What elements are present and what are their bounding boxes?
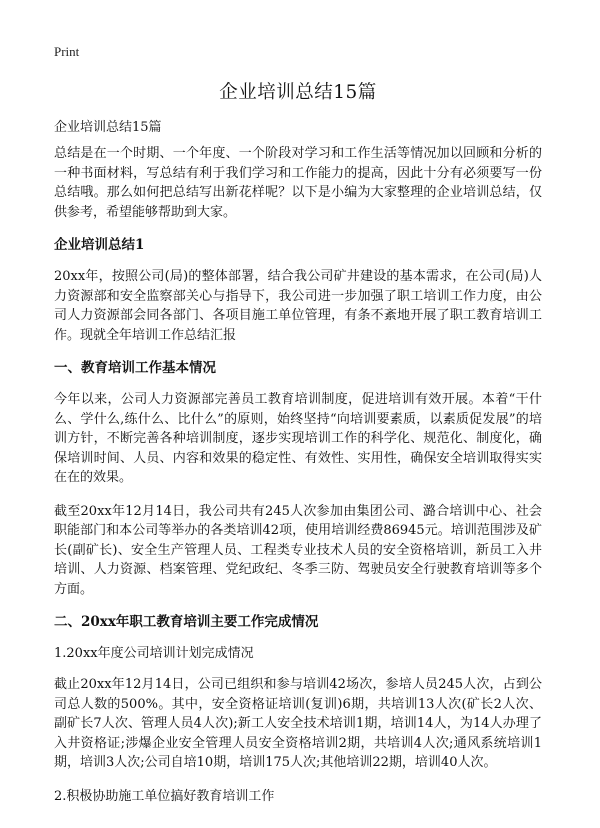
paragraph-2: 截至20xx年12月14日，我公司共有245人次参加由集团公司、潞合培训中心、社会职能部门和本公司等举办的各类培训42项，使用培训经费86945元。培训范围涉及矿长(副矿长)、安全生产管理人员、工程类专业技术人员的安全资格培训，新员工入井培训、人力资源、档案管理、党纪政纪、冬季三防、驾驶员安全行驶教育培训等多个方面。 [54,503,542,597]
subheading-1: 1.20xx年度公司培训计划完成情况 [54,646,254,661]
section1-paragraph: 20xx年，按照公司(局)的整体部署，结合我公司矿井建设的基本需求，在公司(局)人力资源部和安全监察部关心与指导下，我公司进一步加强了职工培训工作力度，由公司人力资源部会同各部门、各项目施工单位管理，有条不紊地开展了职工教育培训工作。现就全年培训工作总结汇报 [54,269,542,343]
subtitle: 企业培训总结15篇 [54,120,162,135]
paragraph-3: 截止20xx年12月14日，公司已组织和参与培训42场次，参培人员245人次，占到公司总人数的500%。其中，安全资格证培训(复训)6期，共培训13人次(矿长2人次、副矿长7人次、管理人员4人次);新工人安全技术培训1期，培训14人，为14人办理了入井资格证;涉爆企业安全管理人员安全资格培训2期，共培训4人次;通风系统培训1期，培训3人次;公司自培10期，培训175人次;其他培训22期，培训40人次。 [54,677,542,770]
subheading-2: 2.积极协助施工单位搞好教育培训工作 [54,788,275,804]
section1-title: 企业培训总结1 [54,237,145,253]
heading-1: 一、教育培训工作基本情况 [54,360,216,376]
paragraph-1: 今年以来，公司人力资源部完善员工教育培训制度，促进培训有效开展。本着“干什么、学什么,练什么、比什么”的原则，始终坚持“向培训要素质，以素质促发展”的培训方针，不断完善各种培训制度，逐步实现培训工作的科学化、规范化、制度化，确保培训时间、人员、内容和效果的稳定性、有效性、实用性，确保安全培训取得实实在在的效果。 [54,392,542,485]
heading-2: 二、20xx年职工教育培训主要工作完成情况 [54,614,319,630]
print-label[interactable]: Print [54,44,80,59]
intro-paragraph: 总结是在一个时期、一个年度、一个阶段对学习和工作生活等情况加以回顾和分析的一种书面材料，写总结有利于我们学习和工作能力的提高，因此十分有必须要写一份总结哦。那么如何把总结写出新花样呢？以下是小编为大家整理的企业培训总结，仅供参考，希望能够帮助到大家。 [54,146,542,220]
page-title: 企业培训总结15篇 [219,82,377,103]
